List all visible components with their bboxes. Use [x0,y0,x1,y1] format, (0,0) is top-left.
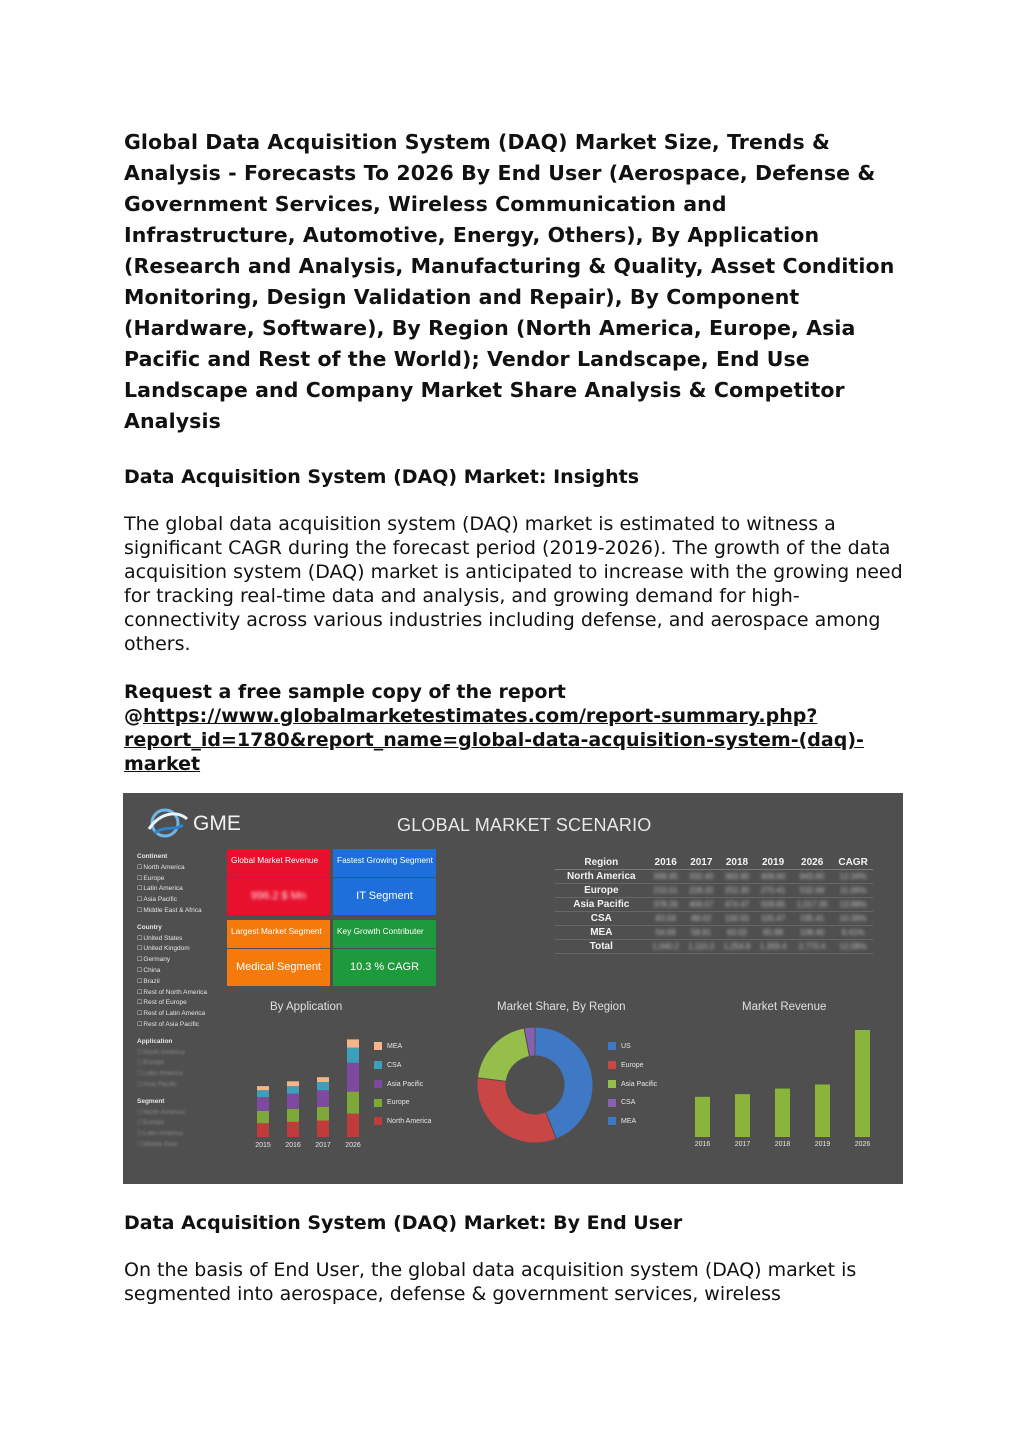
table-header: 2018 [719,856,755,870]
kpi-value-text: 996.2 $ Mn [250,890,307,902]
bar-segment [287,1081,299,1086]
legend-item [374,1038,431,1057]
filter-checkbox[interactable]: ☐ Rest of Latin America [137,1009,227,1020]
table-cell: 10.39% [833,912,873,926]
filter-checkbox[interactable]: ☐ Rest of North America [137,988,227,999]
insights-paragraph: The global data acquisition system (DAQ) market is estimated to witness a significant CAGR during the forecast period (2019-2026). The growth of the data acquisition system (DAQ) market is anticipated to increase with the growing need for tracking real-time data and analysis, and growing demand for high-connectivity across various industries including defense, and aerospace among others. [124,513,903,655]
kpi-label: Fastest Growing Segment [333,849,436,877]
region-name: Total [555,940,648,954]
legend-label: US [621,1043,631,1050]
table-cell: 1,110.2 [684,940,719,954]
table-cell: 12.34% [833,870,873,884]
table-header: 2017 [684,856,719,870]
legend-item [374,1094,431,1113]
legend-swatch [374,1117,382,1125]
logo-text: GME [193,812,241,835]
legend-label: Asia Pacific [621,1080,658,1088]
table-header: 2016 [648,856,684,870]
by-application-title: By Application [270,1001,343,1013]
bar-segment [287,1094,299,1109]
table-cell: 332.40 [684,870,719,884]
table-row [555,912,873,926]
region-name: Asia Pacific [555,898,648,912]
document-body [124,127,904,776]
legend-label: North America [387,1118,432,1126]
revenue-bar [815,1085,830,1137]
revenue-bar [855,1030,870,1137]
table-row [555,940,873,954]
legend-item [608,1113,657,1132]
region-name: CSA [555,912,648,926]
market-dashboard-image [123,793,903,1184]
market-revenue-title: Market Revenue [742,1001,827,1013]
bar-segment [317,1107,329,1121]
table-cell: 1,017.35 [791,898,833,912]
table-header: CAGR [833,856,873,870]
market-share-chart [475,1025,595,1145]
sample-request [124,680,904,776]
legend-item [608,1038,657,1057]
end-user-paragraph: On the basis of End User, the global data acquisition system (DAQ) market is segmented into aerospace, defense & government services, wireless [124,1259,857,1305]
market-share-title: Market Share, By Region [497,1001,626,1013]
bar-segment [257,1090,269,1097]
bar-segment [347,1092,359,1114]
revenue-bar [735,1094,750,1137]
sample-request-text: Request a free sample copy of the report @ [124,681,566,727]
revenue-bar [695,1097,710,1137]
dashboard-title: GLOBAL MARKET SCENARIO [397,815,652,835]
table-cell: 12.08% [833,940,873,954]
kpi-label: Key Growth Contributer [333,920,436,948]
donut-slice [477,1028,529,1081]
table-cell: 100.55 [719,912,755,926]
region-table [555,856,873,954]
table-cell: 399.95 [648,870,684,884]
table-cell: 13.88% [833,898,873,912]
kpi-value-text: IT Segment [356,890,413,902]
end-user-heading: Data Acquisition System (DAQ) Market: By End User [124,1212,683,1234]
by-application-legend [374,1038,431,1132]
table-cell: 88.02 [684,912,719,926]
filter-checkbox[interactable]: ☐ North America [137,1048,227,1059]
legend-item [374,1076,431,1095]
filter-checkbox[interactable]: ☐ Europe [137,1118,227,1129]
table-row [555,870,873,884]
table-cell: 532.69 [791,884,833,898]
bar-segment [257,1086,269,1090]
table-cell: 58.81 [684,926,719,940]
region-name: North America [555,870,648,884]
table-cell: 509.85 [755,898,791,912]
x-tick-label: 2016 [285,1142,301,1149]
table-cell: 108.40 [791,926,833,940]
market-share-legend [608,1038,657,1132]
table-row [555,884,873,898]
continent-label: Continent [137,853,168,860]
x-tick-label: 2026 [854,1141,871,1148]
legend-swatch [374,1099,382,1107]
bar-segment [287,1086,299,1094]
x-tick-label: 2026 [345,1142,361,1149]
table-cell: 65.88 [755,926,791,940]
kpi-value [333,878,436,915]
legend-swatch [608,1042,616,1050]
region-name: Europe [555,884,648,898]
bar-segment [257,1111,269,1123]
filter-checkbox[interactable]: ☐ Asia Pacific [137,1080,227,1091]
filter-checkbox[interactable]: ☐ Latin America [137,884,227,895]
filter-checkbox[interactable]: ☐ United Kingdom [137,944,227,955]
by-application-chart [243,1019,363,1154]
legend-label: MEA [621,1118,637,1126]
table-cell: 210.51 [648,884,684,898]
bar-segment [317,1077,329,1082]
filter-checkbox[interactable]: ☐ Latin America [137,1069,227,1080]
bar-segment [287,1109,299,1122]
donut-slice [477,1078,556,1143]
revenue-bar [775,1089,790,1137]
legend-item [608,1057,657,1076]
legend-swatch [608,1080,616,1088]
bar-segment [257,1123,269,1137]
filter-checkbox[interactable]: ☐ Latin America [137,1129,227,1140]
segment-label: Segment [137,1097,165,1105]
table-header: 2026 [791,856,833,870]
x-tick-label: 2018 [774,1141,791,1148]
filter-checkbox[interactable]: ☐ Rest of Europe [137,998,227,1009]
table-cell: 54.69 [648,926,684,940]
kpi-value [227,949,330,986]
kpi-value-text: 10.3 % CAGR [349,961,420,973]
table-cell: 378.26 [648,898,684,912]
bar-segment [347,1048,359,1063]
table-cell: 105.47 [755,912,791,926]
x-tick-label: 2017 [315,1142,331,1149]
bar-segment [257,1097,269,1111]
table-row [555,926,873,940]
bar-segment [317,1082,329,1090]
table-cell: 195.41 [791,912,833,926]
bar-segment [287,1122,299,1137]
table-row [555,898,873,912]
filter-checkbox[interactable]: ☐ North America [137,1108,227,1119]
filter-checkbox[interactable]: ☐ Middle East [137,1140,227,1151]
bar-segment [317,1121,329,1138]
region-name: MEA [555,926,648,940]
filter-checkbox[interactable]: ☐ United States [137,934,227,945]
table-cell: 63.02 [719,926,755,940]
application-label: Application [137,1037,173,1045]
legend-swatch [374,1080,382,1088]
legend-item [608,1076,657,1095]
table-cell: 1,359.4 [755,940,791,954]
legend-swatch [608,1099,616,1107]
bar-segment [317,1090,329,1107]
filter-checkbox[interactable]: ☐ Europe [137,874,227,885]
table-cell: 843.65 [791,870,833,884]
table-header: 2019 [755,856,791,870]
table-cell: 83.59 [648,912,684,926]
kpi-card-fastest [333,849,436,915]
legend-item [374,1113,431,1132]
insights-heading: Data Acquisition System (DAQ) Market: Insights [124,466,640,488]
legend-label: Asia Pacific [387,1080,424,1088]
filter-checkbox[interactable]: ☐ Asia Pacific [137,895,227,906]
kpi-card-growth [333,920,436,986]
x-tick-label: 2015 [255,1142,271,1149]
legend-swatch [374,1061,382,1069]
legend-label: CSA [387,1061,402,1069]
filter-checkbox[interactable]: ☐ North America [137,863,227,874]
filter-checkbox[interactable]: ☐ Germany [137,955,227,966]
sample-request-link[interactable]: https://www.globalmarketestimates.com/report-summary.php?report_id=1780&report_name=global-data-acquisition-system-(daq)-market [124,705,864,775]
table-cell: 252.30 [719,884,755,898]
legend-label: MEA [387,1043,403,1050]
legend-swatch [608,1117,616,1125]
legend-label: Europe [387,1099,410,1107]
kpi-label: Global Market Revenue [227,849,330,877]
legend-label: CSA [621,1099,636,1107]
country-label: Country [137,923,162,931]
kpi-value-text: Medical Segment [236,961,321,973]
market-revenue-chart [688,1019,888,1154]
table-header: Region [555,856,648,870]
filter-checkbox[interactable]: ☐ Europe [137,1058,227,1069]
table-cell: 270.41 [755,884,791,898]
legend-label: Europe [621,1061,644,1069]
table-cell: 8.41% [833,926,873,940]
legend-swatch [374,1042,382,1050]
table-cell: 11.06% [833,884,873,898]
legend-item [608,1094,657,1113]
table-cell: 2,770.4 [791,940,833,954]
table-cell: 363.90 [719,870,755,884]
table-cell: 474.47 [719,898,755,912]
filter-panel [137,849,227,1151]
kpi-value [333,949,436,986]
report-title: Global Data Acquisition System (DAQ) Market Size, Trends & Analysis - Forecasts To 2026 By End User (Aerospace, Defense & Government Services, Wireless Communication and Infrastructure, Automotive, Energy, Others), By Application (Research and Analysis, Manufacturing & Quality, Asset Condition Monitoring, Design Validation and Repair), By Component (Hardware, Software), By Region (North America, Europe, Asia Pacific and Rest of the World); Vendor Landscape, End Use Landscape and Company Market Share Analysis & Competitor Analysis [124,130,895,433]
table-cell: 228.32 [684,884,719,898]
legend-item [374,1057,431,1076]
kpi-label: Largest Market Segment [227,920,330,948]
kpi-value [227,878,330,915]
filter-checkbox[interactable]: ☐ Rest of Asia Pacific [137,1020,227,1031]
filter-checkbox[interactable]: ☐ Middle East & Africa [137,906,227,917]
x-tick-label: 2016 [694,1141,711,1148]
filter-checkbox[interactable]: ☐ China [137,966,227,977]
filter-checkbox[interactable]: ☐ Brazil [137,977,227,988]
bar-segment [347,1114,359,1137]
table-cell: 408.60 [755,870,791,884]
table-cell: 406.57 [684,898,719,912]
bar-segment [347,1039,359,1047]
kpi-card-largest [227,920,330,986]
kpi-card-revenue [227,849,330,915]
bar-segment [347,1063,359,1092]
x-tick-label: 2017 [734,1141,751,1148]
x-tick-label: 2019 [814,1141,831,1148]
legend-swatch [608,1061,616,1069]
document-body-continued [124,1210,904,1306]
table-cell: 1,254.8 [719,940,755,954]
table-cell: 1,040.2 [648,940,684,954]
